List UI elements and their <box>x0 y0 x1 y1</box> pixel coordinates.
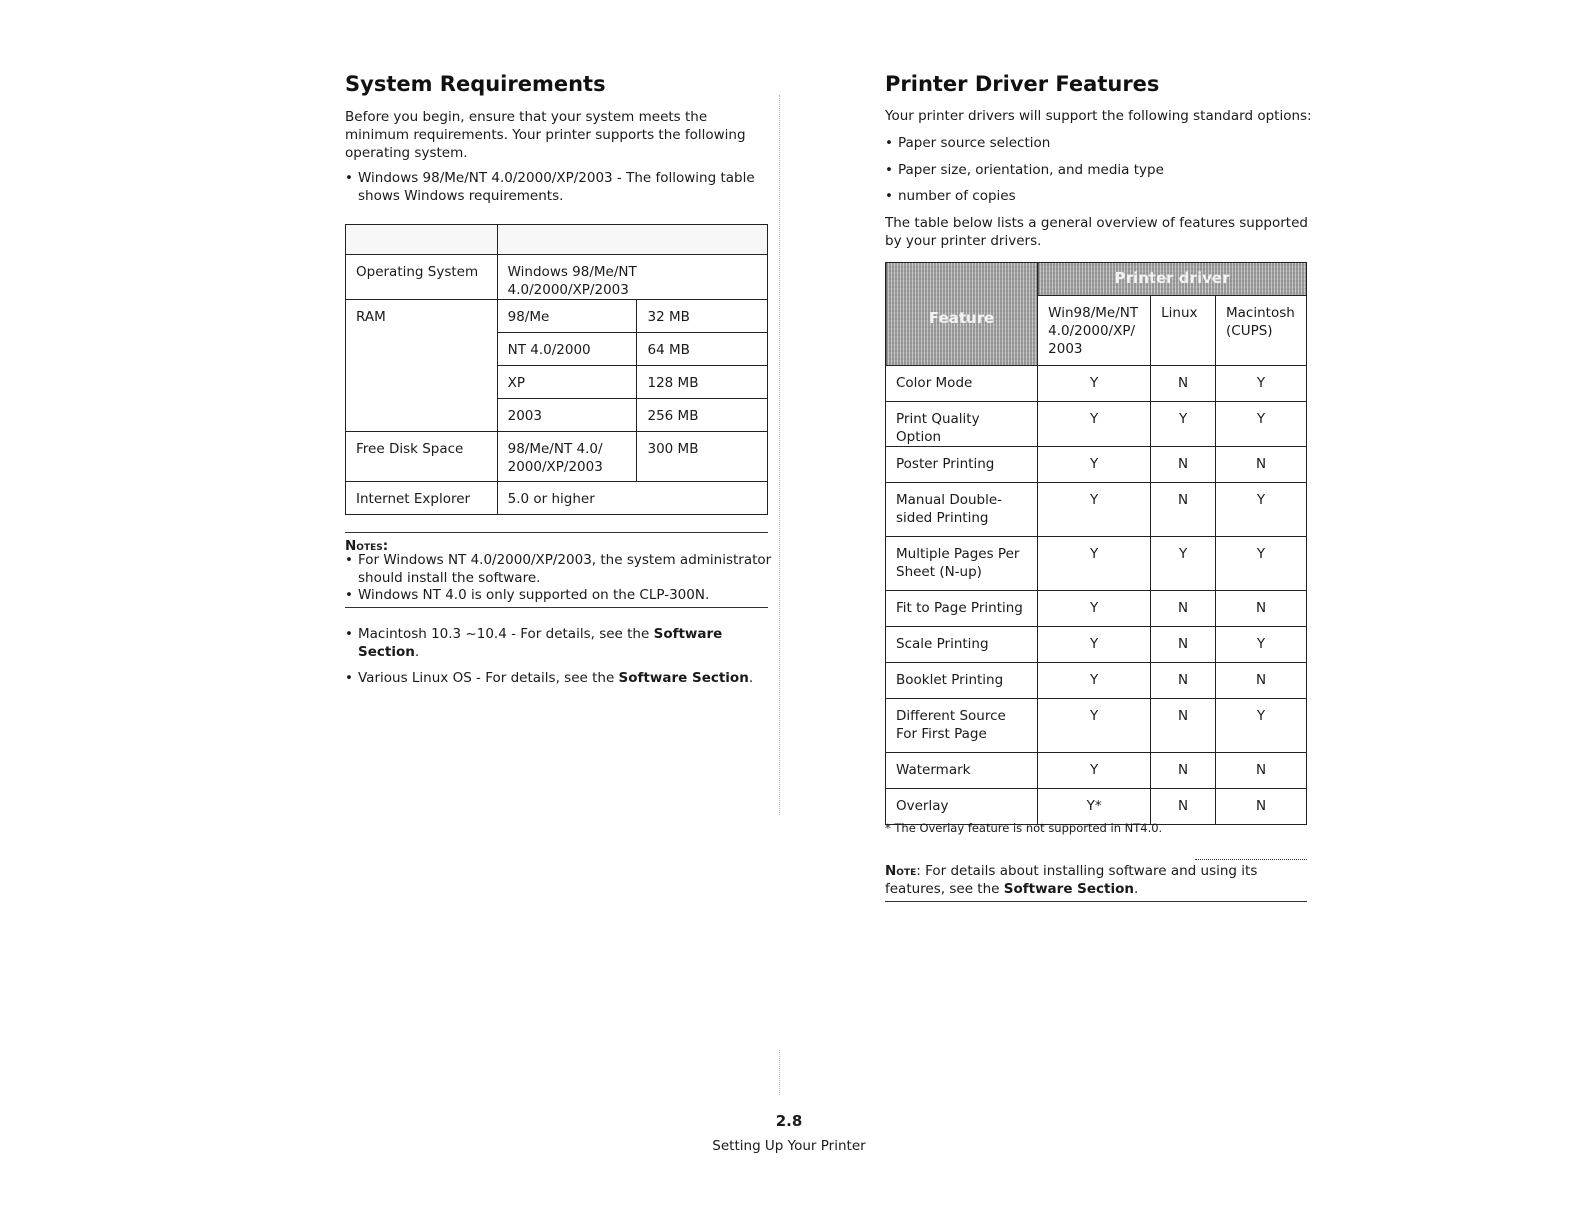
printer-driver-header: Printer driver <box>1038 263 1307 296</box>
driver-features-table <box>885 262 1307 825</box>
macintosh-support: N <box>1216 591 1307 627</box>
table-row <box>886 483 1307 537</box>
macintosh-support: Y <box>1216 366 1307 402</box>
feature-name: Watermark <box>886 753 1038 789</box>
linux-support: N <box>1151 663 1216 699</box>
macintosh-bullet-suffix: . <box>414 644 420 660</box>
driver-intro: Your printer drivers will support the following standard options: <box>885 108 1312 124</box>
windows-support: Y <box>1038 627 1151 663</box>
software-section-ref: Software Section <box>618 670 749 686</box>
software-section-ref: Software Section <box>1003 881 1135 897</box>
windows-support: Y <box>1038 591 1151 627</box>
feature-name: Booklet Printing <box>886 663 1038 699</box>
ram-label: RAM <box>346 300 498 432</box>
notes-bottom-rule <box>345 607 768 608</box>
driver-option: • Paper size, orientation, and media type <box>885 161 1318 179</box>
ram-version: 2003 <box>497 399 637 432</box>
macintosh-support: Y <box>1216 627 1307 663</box>
disk-version: 98/Me/NT 4.0/ 2000/XP/2003 <box>497 432 637 482</box>
column-divider <box>779 95 780 815</box>
feature-name: Color Mode <box>886 366 1038 402</box>
windows-support: Y <box>1038 699 1151 753</box>
windows-support: Y <box>1038 663 1151 699</box>
linux-support: N <box>1151 753 1216 789</box>
note-bottom-rule <box>885 901 1307 902</box>
linux-support: N <box>1151 789 1216 825</box>
os-label: Operating System <box>346 255 498 300</box>
linux-bullet <box>345 669 788 687</box>
ram-version: XP <box>497 366 637 399</box>
macintosh-support: N <box>1216 447 1307 483</box>
note-text: : For details about installing software and using its features, see the <box>885 863 1258 897</box>
system-requirements-title: System Requirements <box>345 72 606 96</box>
software-section-ref: Software Section <box>358 626 723 660</box>
windows-support: Y <box>1038 753 1151 789</box>
table-row <box>886 789 1307 825</box>
column-header-windows: Win98/Me/NT 4.0/2000/XP/ 2003 <box>1038 296 1151 366</box>
linux-support: Y <box>1151 537 1216 591</box>
column-header-linux: Linux <box>1151 296 1216 366</box>
macintosh-support: N <box>1216 789 1307 825</box>
linux-support: N <box>1151 483 1216 537</box>
column-header-macintosh: Macintosh (CUPS) <box>1216 296 1307 366</box>
printer-driver-features-title: Printer Driver Features <box>885 72 1160 96</box>
os-value: Windows 98/Me/NT 4.0/2000/XP/2003 <box>497 255 767 300</box>
table-row <box>886 591 1307 627</box>
ram-size: 32 MB <box>637 300 768 333</box>
macintosh-support: Y <box>1216 483 1307 537</box>
windows-support: Y <box>1038 483 1151 537</box>
windows-support: Y* <box>1038 789 1151 825</box>
note-heading: Note <box>885 863 917 879</box>
linux-bullet-text: Various Linux OS - For details, see the <box>358 670 619 686</box>
linux-support: Y <box>1151 402 1216 447</box>
page-number: 2.8 <box>775 1112 803 1130</box>
table-header-cell <box>497 225 767 255</box>
feature-name: Fit to Page Printing <box>886 591 1038 627</box>
table-row <box>886 699 1307 753</box>
linux-bullet-suffix: . <box>748 670 754 686</box>
feature-header: Feature <box>886 263 1038 366</box>
macintosh-bullet-text: Macintosh 10.3 ~10.4 - For details, see the <box>358 626 654 642</box>
table-row <box>886 447 1307 483</box>
table-row <box>886 402 1307 447</box>
feature-name: Multiple Pages Per Sheet (N-up) <box>886 537 1038 591</box>
feature-name: Print Quality Option <box>886 402 1038 447</box>
linux-support: N <box>1151 591 1216 627</box>
ram-size: 64 MB <box>637 333 768 366</box>
feature-name: Different Source For First Page <box>886 699 1038 753</box>
ram-size: 256 MB <box>637 399 768 432</box>
table-row <box>886 663 1307 699</box>
note-item: • Windows NT 4.0 is only supported on the CLP-300N. <box>345 586 778 604</box>
windows-support: Y <box>1038 366 1151 402</box>
driver-option: • Paper source selection <box>885 134 1318 152</box>
feature-name: Poster Printing <box>886 447 1038 483</box>
column-divider <box>779 1050 780 1095</box>
macintosh-support: Y <box>1216 537 1307 591</box>
chapter-title: Setting Up Your Printer <box>712 1138 866 1154</box>
linux-support: N <box>1151 366 1216 402</box>
linux-support: N <box>1151 447 1216 483</box>
windows-support: Y <box>1038 447 1151 483</box>
feature-name: Scale Printing <box>886 627 1038 663</box>
disk-label: Free Disk Space <box>346 432 498 482</box>
ie-value: 5.0 or higher <box>497 482 767 515</box>
notes-heading: Notes: <box>345 538 389 554</box>
feature-name: Manual Double-sided Printing <box>886 483 1038 537</box>
table-intro: The table below lists a general overview of features supported by your printer drivers. <box>885 215 1308 249</box>
notes-top-rule <box>345 532 768 533</box>
note-suffix: . <box>1134 881 1139 897</box>
linux-support: N <box>1151 699 1216 753</box>
ie-label: Internet Explorer <box>346 482 498 515</box>
table-header-cell <box>346 225 498 255</box>
feature-name: Overlay <box>886 789 1038 825</box>
table-row <box>886 366 1307 402</box>
system-requirements-table <box>345 224 768 515</box>
ram-version: NT 4.0/2000 <box>497 333 637 366</box>
windows-support: Y <box>1038 402 1151 447</box>
macintosh-support: N <box>1216 753 1307 789</box>
linux-support: N <box>1151 627 1216 663</box>
windows-support: Y <box>1038 537 1151 591</box>
ram-size: 128 MB <box>637 366 768 399</box>
table-row <box>886 627 1307 663</box>
table-row <box>886 537 1307 591</box>
note-item: • For Windows NT 4.0/2000/XP/2003, the system administrator should install the software. <box>345 551 778 587</box>
macintosh-support: N <box>1216 663 1307 699</box>
table-row <box>886 753 1307 789</box>
ram-version: 98/Me <box>497 300 637 333</box>
driver-option: • number of copies <box>885 187 1318 205</box>
note-top-rule <box>1195 859 1307 860</box>
overlay-footnote: * The Overlay feature is not supported in NT4.0. <box>885 821 1163 835</box>
macintosh-bullet <box>345 625 778 661</box>
windows-bullet: • Windows 98/Me/NT 4.0/2000/XP/2003 - The following table shows Windows requirements. <box>345 169 788 205</box>
system-requirements-intro: Before you begin, ensure that your system meets the minimum requirements. Your printer supports the following operating system. <box>345 109 746 161</box>
disk-size: 300 MB <box>637 432 768 482</box>
macintosh-support: Y <box>1216 699 1307 753</box>
software-note <box>885 862 1305 898</box>
macintosh-support: Y <box>1216 402 1307 447</box>
